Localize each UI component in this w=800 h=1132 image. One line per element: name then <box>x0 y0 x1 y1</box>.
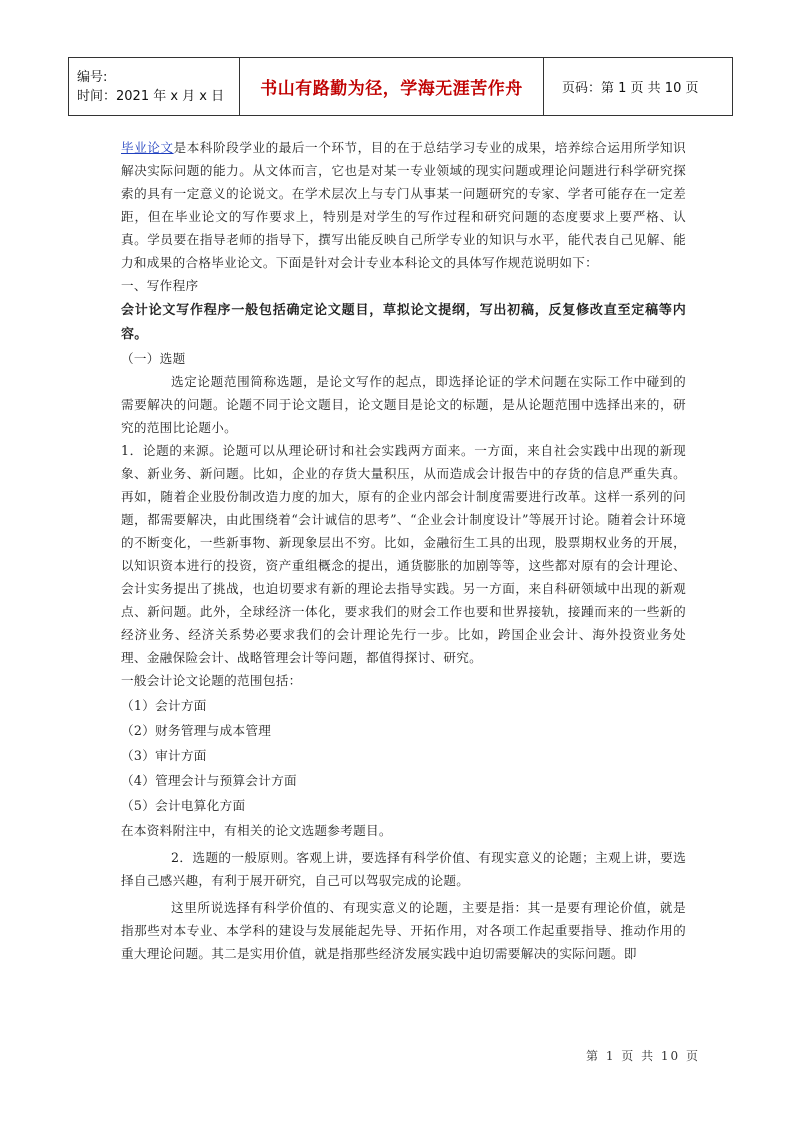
range-item: （4）管理会计与预算会计方面 <box>121 773 297 788</box>
header-page-info: 页码：第 1 页 共 10 页 <box>562 81 699 96</box>
header-table <box>68 57 733 116</box>
document-body <box>121 136 686 965</box>
value-paragraph: 这里所说选择有科学价值的、有现实意义的论题，主要是指：其一是要有理论价值，就是指那些对本专业、本学科的建设与发展能起先导、开拓作用，对各项工作起重要指导、推动作用的重大理论问题。其二是实用价值，就是指那些经济发展实践中迫切需要解决的实际问题。即 <box>121 900 686 961</box>
intro-text: 是本科阶段学业的最后一个环节，目的在于总结学习专业的成果，培养综合运用所学知识解决实际问题的能力。从文体而言，它也是对某一专业领域的现实问题或理论问题进行科学研究探索的具有一定意义的论说文。在学术层次上与专门从事某一问题研究的专家、学者可能存在一定差距，但在毕业论文的写作要求上，特别是对学生的写作过程和研究问题的态度要求上要严格、认真。学员要在指导老师的指导下，撰写出能反映自己所学专业的知识与水平，能代表自己见解、能力和成果的合格毕业论文。下面是针对会计专业本科论文的具体写作规范说明如下： <box>121 140 687 270</box>
subsection-heading: （一）选题 <box>121 351 186 366</box>
topic-paragraph: 选定论题范围简称选题，是论文写作的起点，即选择论证的学术问题在实际工作中碰到的需要解决的问题。论题不同于论文题目，论文题目是论文的标题，是从论题范围中选择出来的，研究的范围比论题小。 <box>121 374 686 435</box>
section-heading: 一、写作程序 <box>121 278 199 293</box>
header-motto: 书山有路勤为径，学海无涯苦作舟 <box>239 58 544 115</box>
source-paragraph: 1．论题的来源。论题可以从理论研讨和社会实践两方面来。一方面，来自社会实践中出现的新现象、新业务、新问题。比如，企业的存货大量积压，从而造成会计报告中的存货的信息严重失真。再如，随着企业股份制改造力度的加大，原有的企业内部会计制度需要进行改革。这样一系列的问题，都需要解决，由此围绕着“会计诚信的思考”、“企业会计制度设计”等展开讨论。随着会计环境的不断变化，一些新事物、新现象层出不穷。比如，金融衍生工具的出现，股票期权业务的开展，以知识资本进行的投资，资产重组概念的提出，通货膨胀的加剧等等，这些都对原有的会计理论、会计实务提出了挑战，也迫切要求有新的理论去指导实践。另一方面，来自科研领域中出现的新观点、新问题。此外，全球经济一体化，要求我们的财会工作也要和世界接轨，接踵而来的一些新的经济业务、经济关系势必要求我们的会计理论先行一步。比如，跨国企业会计、海外投资业务处理、金融保险会计、战略管理会计等问题，都值得探讨、研究。 <box>121 443 686 665</box>
appendix-note: 在本资料附注中，有相关的论文选题参考题目。 <box>121 823 392 838</box>
page-footer: 第 1 页 共 10 页 <box>586 1049 700 1063</box>
principle-paragraph: 2．选题的一般原则。客观上讲，要选择有科学价值、有现实意义的论题；主观上讲，要选择自己感兴趣，有利于展开研究，自己可以驾驭完成的论题。 <box>121 850 686 888</box>
bold-summary: 会计论文写作程序一般包括确定论文题目，草拟论文提纲，写出初稿，反复修改直至定稿等内容。 <box>121 303 686 342</box>
time-label: 时间：2021 年 x 月 x 日 <box>77 88 225 104</box>
range-item: （5）会计电算化方面 <box>121 798 246 813</box>
range-item: （3）审计方面 <box>121 748 207 763</box>
range-intro: 一般会计论文论题的范围包括： <box>121 673 302 688</box>
range-item: （1）会计方面 <box>121 698 207 713</box>
range-item: （2）财务管理与成本管理 <box>121 723 272 738</box>
header-meta <box>69 58 239 115</box>
thesis-link[interactable]: 毕业论文 <box>121 140 174 155</box>
intro-paragraph <box>121 136 686 274</box>
serial-label: 编号: <box>77 69 108 85</box>
